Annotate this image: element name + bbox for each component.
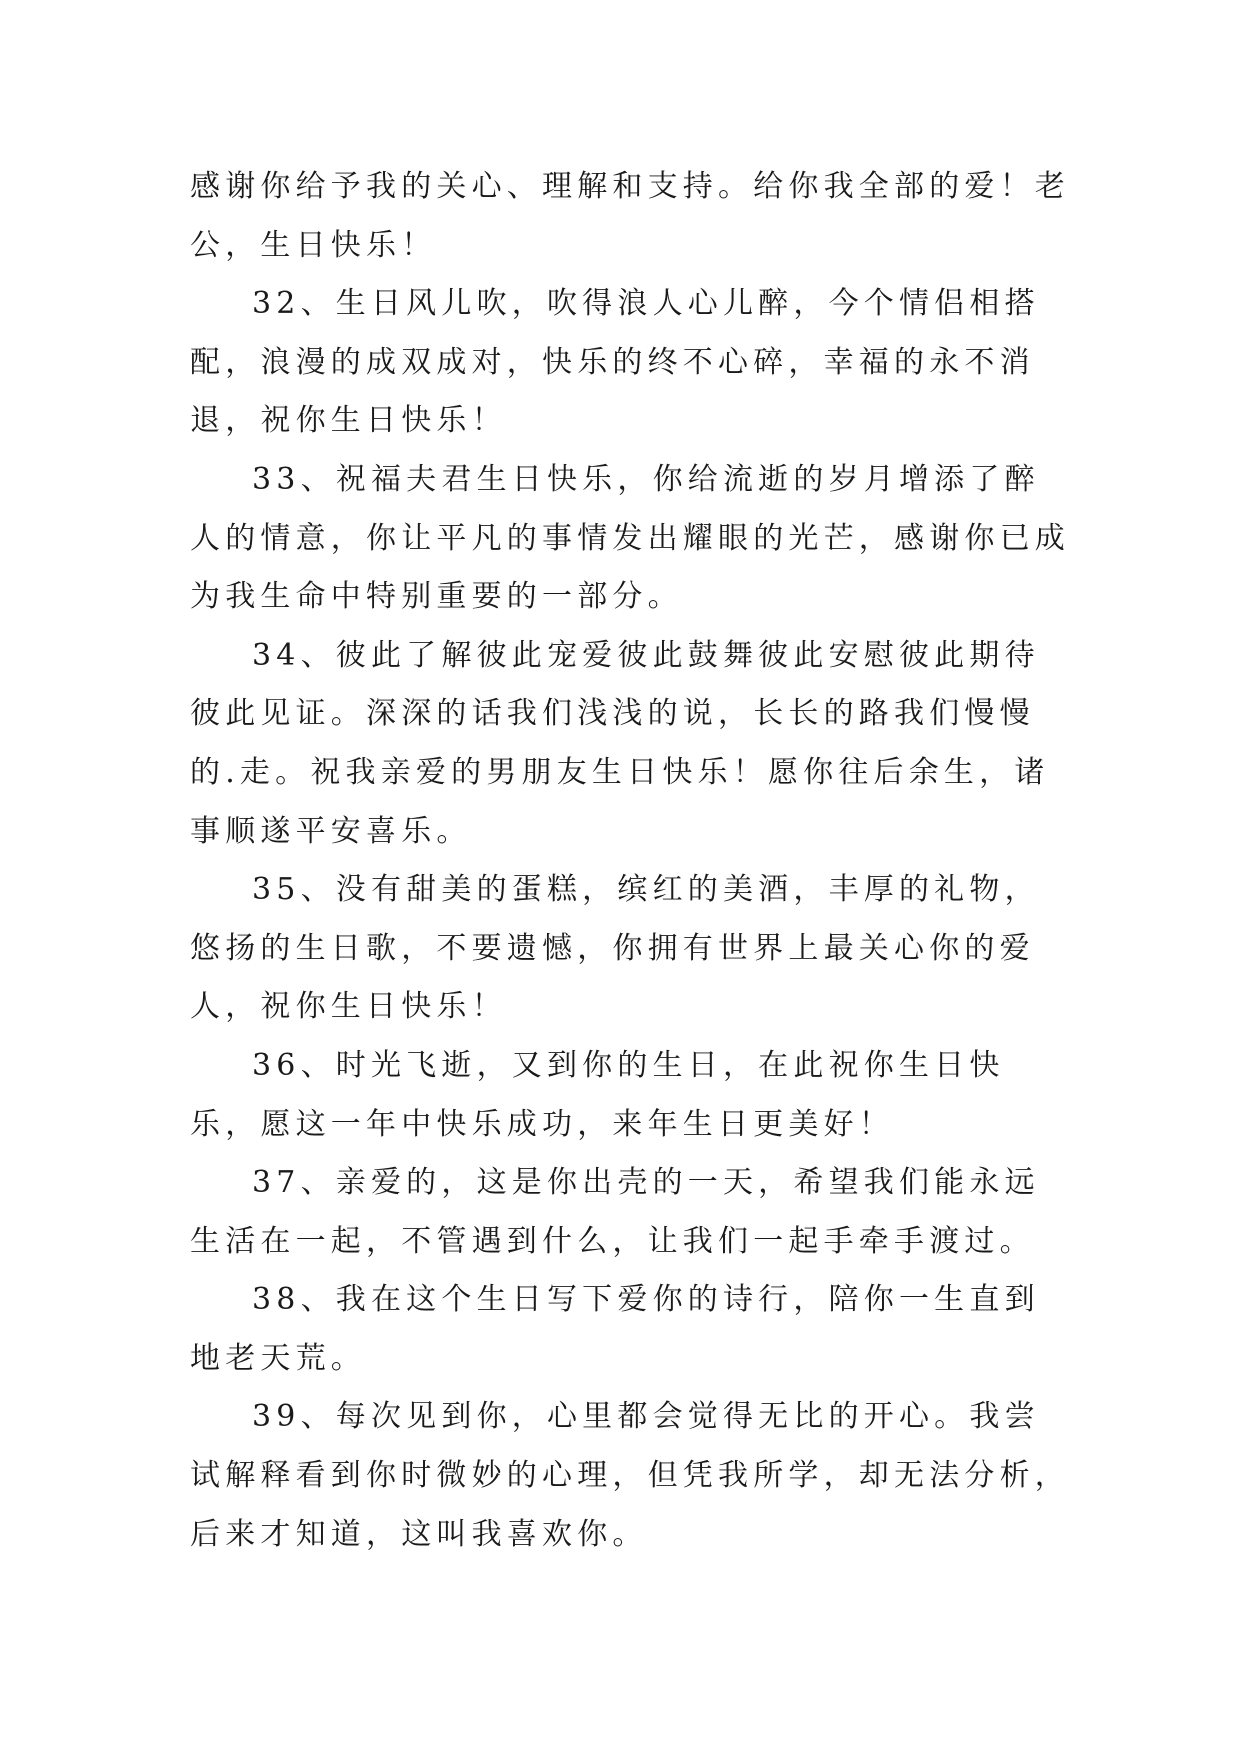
paragraph-1: 感谢你给予我的关心、理解和支持。给你我全部的爱！老公，生日快乐！	[190, 169, 1070, 263]
document-body	[190, 158, 1070, 1564]
paragraph-39: 39、每次见到你，心里都会觉得无比的开心。我尝试解释看到你时微妙的心理，但凭我所学，却无法分析，后来才知道，这叫我喜欢你。	[190, 1399, 1070, 1552]
paragraph-32: 32、生日风儿吹，吹得浪人心儿醉，今个情侣相搭配，浪漫的成双成对，快乐的终不心碎，幸福的永不消退，祝你生日快乐！	[190, 286, 1040, 439]
paragraph-36: 36、时光飞逝，又到你的生日，在此祝你生日快乐，愿这一年中快乐成功，来年生日更美好！	[190, 1047, 1005, 1142]
paragraph-33: 33、祝福夫君生日快乐，你给流逝的岁月增添了醉人的情意，你让平凡的事情发出耀眼的光芒，感谢你已成为我生命中特别重要的一部分。	[190, 461, 1070, 615]
paragraph-37: 37、亲爱的，这是你出壳的一天，希望我们能永远生活在一起，不管遇到什么，让我们一起手牵手渡过。	[190, 1165, 1040, 1259]
paragraph-38: 38、我在这个生日写下爱你的诗行，陪你一生直到地老天荒。	[190, 1282, 1040, 1376]
paragraph-34: 34、彼此了解彼此宠爱彼此鼓舞彼此安慰彼此期待彼此见证。深深的话我们浅浅的说，长长的路我们慢慢的.走。祝我亲爱的男朋友生日快乐！愿你往后余生，诸事顺遂平安喜乐。	[190, 637, 1050, 849]
paragraph-35: 35、没有甜美的蛋糕，缤红的美酒，丰厚的礼物，悠扬的生日歌，不要遗憾，你拥有世界上最关心你的爱人，祝你生日快乐！	[190, 872, 1040, 1025]
